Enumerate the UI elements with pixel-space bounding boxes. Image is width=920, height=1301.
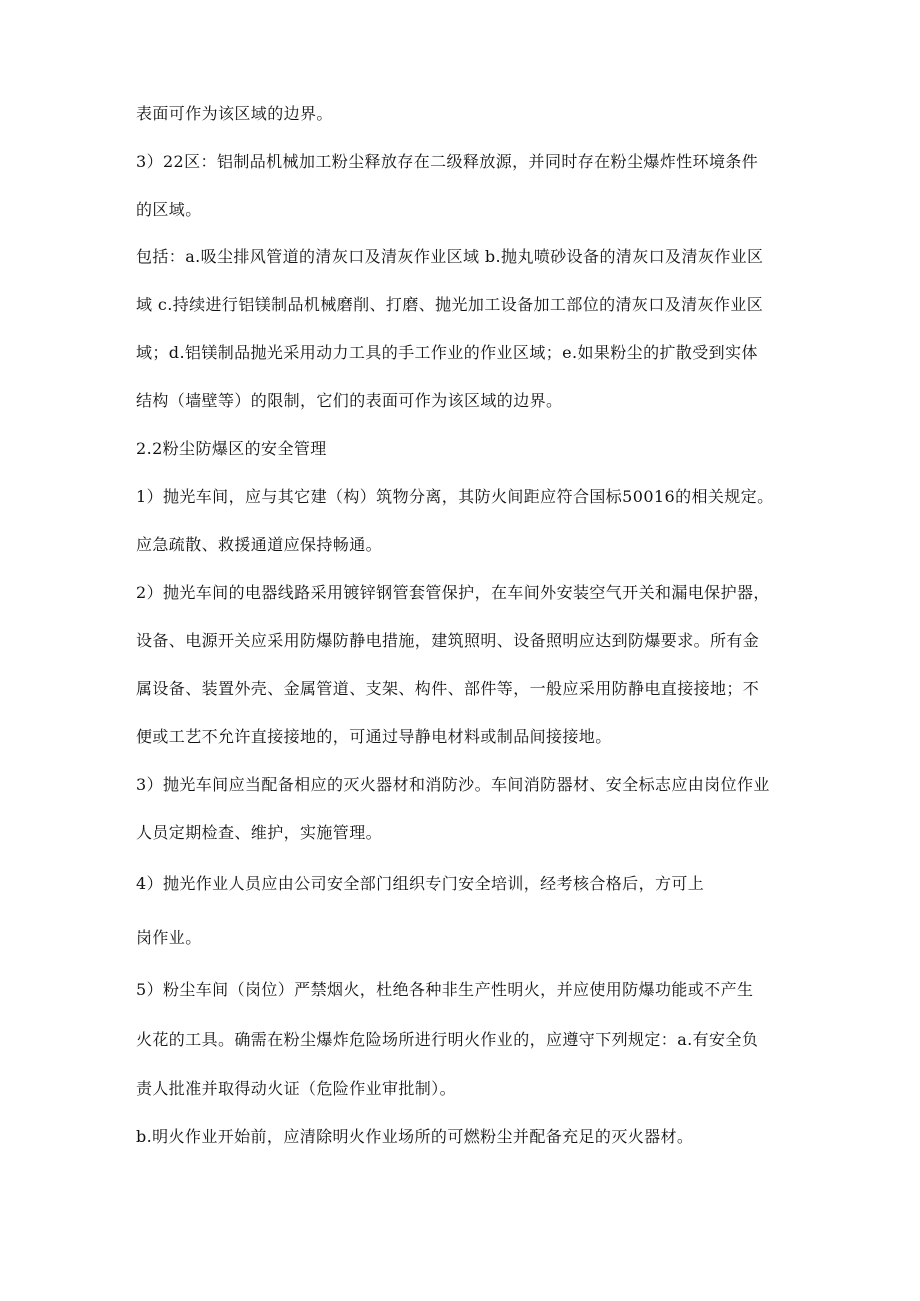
text-line: 应急疏散、救援通道应保持畅通。 [136, 535, 383, 554]
text-line: 域；d.铝镁制品抛光采用动力工具的手工作业的作业区域；e.如果粉尘的扩散受到实体 [136, 343, 758, 362]
text-line: 5）粉尘车间（岗位）严禁烟火，杜绝各种非生产性明火，并应使用防爆功能或不产生 [136, 980, 754, 999]
text-line: 3）抛光车间应当配备相应的灭火器材和消防沙。车间消防器材、安全标志应由岗位作业 [136, 775, 770, 794]
text-line: 3）22区：铝制品机械加工粉尘释放存在二级释放源，并同时存在粉尘爆炸性环境条件 [136, 152, 759, 171]
text-line: 便或工艺不允许直接接地的，可通过导静电材料或制品间接接地。 [136, 727, 612, 746]
text-line: 域 c.持续进行铝镁制品机械磨削、打磨、抛光加工设备加工部位的清灰口及清灰作业区 [136, 295, 764, 314]
text-line: 4）抛光作业人员应由公司安全部门组织专门安全培训，经考核合格后，方可上 [136, 874, 705, 893]
text-line: 岗作业。 [136, 928, 202, 947]
text-line: 表面可作为该区域的边界。 [136, 104, 333, 123]
text-line: 2）抛光车间的电器线路采用镀锌钢管套管保护，在车间外安装空气开关和漏电保护器， [136, 583, 770, 602]
text-line: 包括：a.吸尘排风管道的清灰口及清灰作业区域 b.抛丸喷砂设备的清灰口及清灰作业区 [136, 247, 764, 266]
text-line: b.明火作业开始前，应清除明火作业场所的可燃粉尘并配备充足的灭火器材。 [136, 1127, 694, 1146]
text-line: 设备、电源开关应采用防爆防静电措施，建筑照明、设备照明应达到防爆要求。所有金 [136, 631, 760, 650]
text-line: 的区域。 [136, 200, 202, 219]
text-line: 结构（墙壁等）的限制，它们的表面可作为该区域的边界。 [136, 391, 563, 410]
text-line: 属设备、装置外壳、金属管道、支架、构件、部件等，一般应采用防静电直接接地；不 [136, 679, 760, 698]
text-line: 火花的工具。确需在粉尘爆炸危险场所进行明火作业的，应遵守下列规定：a.有安全负 [136, 1030, 759, 1049]
text-line: 1）抛光车间，应与其它建（构）筑物分离，其防火间距应符合国标50016的相关规定。 [136, 487, 774, 506]
text-line: 人员定期检查、维护，实施管理。 [136, 823, 383, 842]
section-heading: 2.2粉尘防爆区的安全管理 [136, 439, 327, 458]
text-line: 责人批准并取得动火证（危险作业审批制）。 [136, 1079, 457, 1098]
